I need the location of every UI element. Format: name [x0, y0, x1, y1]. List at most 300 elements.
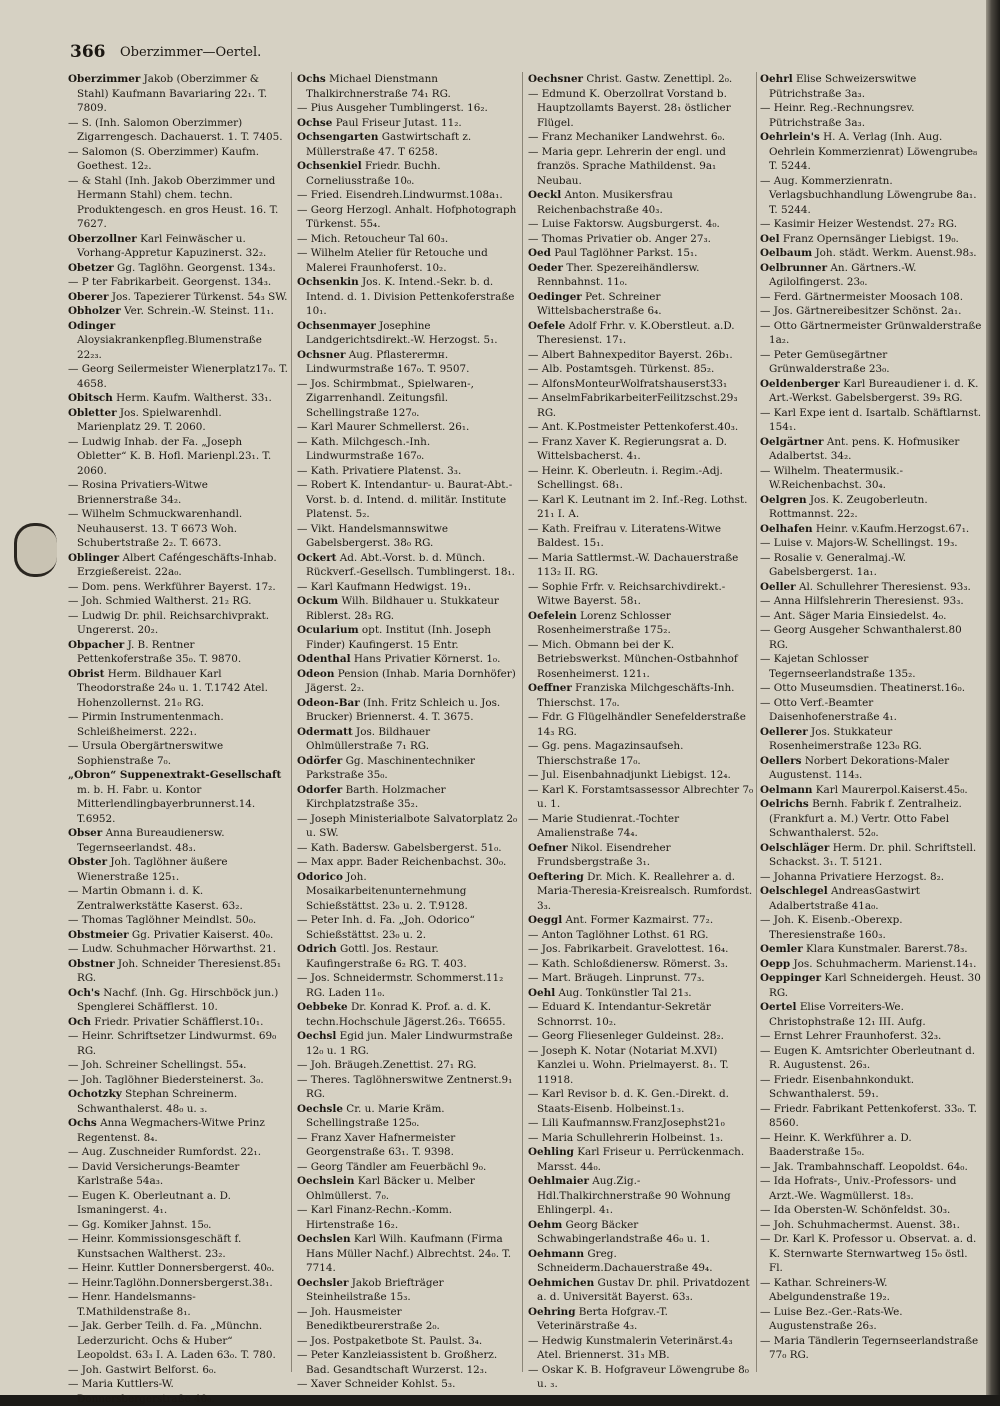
directory-entry	[68, 768, 288, 826]
entry-details: — Dr. Karl K. Professor u. Observat. a. d. K. Sternwarte Sternwartweg 15₀ östl. Fl.	[760, 1233, 977, 1274]
directory-entry	[297, 594, 519, 623]
entry-details: H. A. Verlag (Inh. Aug. Oehrlein Kommerzienrat) Löwengrube₈ T. 5244.	[769, 131, 978, 172]
entry-details: — Jak. Trambahnschaff. Leopoldst. 64₀.	[760, 1160, 968, 1173]
directory-entry	[297, 1305, 519, 1334]
directory-entry	[528, 319, 754, 348]
entry-details: — Joh. Gastwirt Belforst. 6₀.	[68, 1363, 217, 1376]
entry-surname: Oechsl	[297, 1030, 337, 1042]
directory-entry	[760, 377, 984, 406]
directory-entry	[297, 420, 519, 435]
entry-surname: „Obron“ Suppenextrakt-Gesellschaft	[68, 769, 282, 781]
directory-entry	[528, 551, 754, 580]
directory-entry	[297, 1232, 519, 1276]
entry-details: — Anton Taglöhner Lothst. 61 RG.	[528, 928, 709, 941]
column-2	[297, 72, 519, 1390]
entry-details: — Karl Finanz-Rechn.-Komm. Hirtenstraße 16₂.	[297, 1204, 453, 1231]
directory-entry	[528, 1218, 754, 1247]
directory-entry	[297, 580, 519, 595]
entry-surname: Oblinger	[68, 551, 120, 564]
entry-details: — Karl Kaufmann Hedwigst. 19₁.	[297, 580, 472, 593]
entry-details: Gottl. Jos. Restaur. Kaufingerstraße 6₂ RG. T. 403.	[306, 943, 467, 970]
entry-details: — Maria Tändlerin Tegernseerlandstraße 77₀ RG.	[760, 1334, 979, 1361]
directory-entry	[760, 1000, 984, 1029]
directory-entry	[297, 522, 519, 551]
directory-entry	[528, 87, 754, 131]
directory-entry	[297, 319, 519, 348]
directory-entry	[68, 1363, 288, 1378]
directory-entry	[760, 942, 984, 957]
entry-details: — Johanna Privatiere Herzogst. 8₂.	[760, 870, 945, 883]
directory-entry	[68, 884, 288, 913]
entry-details: Paul Friseur Jutast. 11₂.	[335, 116, 462, 129]
directory-entry	[760, 1174, 984, 1203]
entry-surname: Oehling	[528, 1146, 574, 1158]
entry-details: — Heinr. Reg.-Rechnungsrev. Pütrichstraße 3a₃.	[760, 102, 915, 129]
entry-details: Jos. Spielwarenhdl. Marienplatz 29. T. 2060.	[77, 406, 222, 433]
entry-surname: Odörfer	[297, 754, 343, 767]
directory-entry	[297, 696, 519, 725]
entry-details: — Otto Museumsdien. Theatinerst.16₀.	[760, 682, 966, 694]
directory-entry	[760, 406, 984, 435]
entry-details: — Ant. K.Postmeister Pettenkoferst.40₃.	[528, 421, 739, 433]
entry-surname: Obpacher	[68, 638, 125, 651]
entry-surname: Obstmeier	[68, 928, 129, 941]
directory-entry	[68, 261, 288, 276]
directory-entry	[760, 681, 984, 696]
directory-entry	[528, 710, 754, 739]
directory-entry	[68, 638, 288, 667]
entry-details: Jos. Bildhauer Ohlmüllerstraße 7₁ RG.	[306, 725, 431, 752]
entry-surname: Ochse	[297, 116, 333, 129]
entry-details: — Marie Studienrat.-Tochter Amalienstraße 74₄.	[528, 812, 680, 839]
entry-details: Joh. Mosaikarbeitenunternehmung Schießstättst. 23₀ u. 2. T.9128.	[306, 870, 468, 912]
entry-details: Aloysiakrankenpfleg.Blumenstraße 22₂₃.	[77, 334, 262, 361]
entry-surname: Oehm	[528, 1218, 563, 1231]
directory-entry	[528, 957, 754, 972]
entry-surname: Oehlmaier	[528, 1175, 589, 1187]
directory-entry	[297, 1334, 519, 1349]
entry-details: — Mart. Bräugeh. Linprunst. 77₃.	[528, 972, 705, 984]
entry-details: Nikol. Eisendreher Frundsbergstraße 3₁.	[537, 841, 671, 868]
entry-surname: Odorico	[297, 870, 343, 883]
directory-entry	[297, 725, 519, 754]
entry-details: — Wilhelm. Theatermusik.-W.Reichenbachst. 30₄.	[760, 464, 904, 491]
entry-details: — Kath. Schloßdienersw. Römerst. 3₃.	[528, 957, 729, 970]
entry-details: Karl Friseur u. Perrückenmach. Marsst. 44₀.	[537, 1146, 745, 1173]
directory-entry	[760, 913, 984, 942]
entry-surname: Oefelein	[528, 609, 577, 622]
directory-entry	[297, 188, 519, 203]
column-divider	[522, 72, 523, 1372]
column-3	[528, 72, 754, 1390]
directory-entry	[528, 1276, 754, 1305]
entry-details: — David Versicherungs-Beamter Karlstraße 54a₃.	[68, 1160, 240, 1187]
entry-surname: Oellerer	[760, 725, 808, 738]
entry-details: Aug.Zig.-Hdl.Thalkirchnerstraße 90 Wohnung Ehlingerpl. 4₁.	[537, 1175, 731, 1216]
entry-details: — Joh. K. Eisenb.-Oberexp. Theresienstraße 160₃.	[760, 914, 903, 941]
directory-entry	[528, 1029, 754, 1044]
entry-details: Gastwirtschaft z. Müllerstraße 47. T 6258.	[306, 131, 472, 158]
entry-surname: Oelbrunner	[760, 261, 828, 274]
directory-entry	[297, 101, 519, 116]
entry-details: — Lili Kaufmannsw.FranzJosephst21₀	[528, 1117, 725, 1129]
entry-details: Cr. u. Marie Kräm. Schellingstraße 125₀.	[306, 1102, 445, 1129]
entry-details: — S. (Inh. Salomon Oberzimmer) Zigarrengesch. Dachauerst. 1. T. 7405.	[68, 116, 283, 143]
entry-details: — Franz Xaver K. Regierungsrat a. D. Wittelsbacherst. 4₁.	[528, 435, 727, 462]
entry-surname: Ockert	[297, 551, 337, 564]
entry-surname: Oelmann	[760, 783, 813, 796]
entry-surname: Och	[68, 1015, 91, 1028]
entry-details: m. b. H. Fabr. u. Kontor Mitterlendlingbayerbrunnerst.14. T.6952.	[77, 783, 256, 825]
directory-entry	[68, 116, 288, 145]
entry-surname: Ochsenkin	[297, 276, 359, 288]
directory-entry	[68, 739, 288, 768]
directory-entry	[297, 942, 519, 971]
directory-entry	[528, 768, 754, 783]
entry-details: — Heinr. K. Werkführer a. D. Baaderstraße 15₀.	[760, 1131, 912, 1158]
entry-details: — Karl Expe ient d. Isartalb. Schäftlarnst. 154₁.	[760, 406, 982, 433]
directory-entry	[68, 319, 288, 363]
entry-details: — Kath. Freifrau v. Literatens-Witwe Baldest. 15₁.	[528, 522, 722, 549]
entry-details: Elise Schweizerswitwe Pütrichstraße 3a₃.	[769, 73, 917, 100]
entry-details: — Jos. Fabrikarbeit. Gravelottest. 16₄.	[528, 943, 729, 955]
entry-surname: Oberzimmer	[68, 73, 141, 85]
entry-details: Jos. K. Zeugoberleutn. Rottmannst. 22₂.	[769, 493, 928, 520]
entry-details: Pension (Inhab. Maria Dornhöfer) Jägerst. 2₂.	[306, 667, 516, 694]
directory-entry	[760, 797, 984, 841]
entry-details: Jos. K. Intend.-Sekr. b. d. Intend. d. 1. Division Pettenkoferstraße 10₁.	[306, 276, 515, 317]
entry-details: — Mich. Retoucheur Tal 60₃.	[297, 232, 449, 245]
directory-entry	[760, 1131, 984, 1160]
entry-details: Ant. pens. K. Hofmusiker Adalbertst. 34₂.	[769, 435, 960, 462]
entry-details: Michael Dienstmann Thalkirchnerstraße 74₁ RG.	[306, 73, 451, 100]
entry-details: — Maria Sattlermst.-W. Dachauerstraße 113₂ II. RG.	[528, 551, 739, 578]
directory-entry	[297, 551, 519, 580]
entry-details: — Pirmin Instrumentenmach. Schleißheimerst. 222₁.	[68, 711, 224, 738]
directory-entry	[68, 1290, 288, 1319]
entry-details: — Henr. Handelsmanns-T.Mathildenstraße 8₁.	[68, 1291, 196, 1318]
directory-entry	[528, 435, 754, 464]
directory-entry	[297, 1160, 519, 1175]
directory-entry	[760, 1073, 984, 1102]
directory-entry	[528, 928, 754, 943]
entry-details: AndreasGastwirt Adalbertstraße 41a₀.	[769, 885, 920, 912]
directory-entry	[68, 855, 288, 884]
entry-details: — Karl K. Leutnant im 2. Inf.-Reg. Lothst. 21₁ I. A.	[528, 493, 748, 520]
entry-details: — Maria Schullehrerin Holbeinst. 1₃.	[528, 1131, 724, 1144]
directory-entry	[760, 957, 984, 972]
entry-surname: Odenthal	[297, 653, 351, 665]
directory-entry	[297, 1348, 519, 1377]
entry-details: — Eugen K. Oberleutnant a. D. Ismaningerst. 4₁.	[68, 1189, 231, 1216]
directory-entry	[297, 1174, 519, 1203]
directory-entry	[528, 362, 754, 377]
directory-entry	[297, 478, 519, 522]
entry-details: Friedr. Privatier Schäfflerst.10₁.	[94, 1015, 264, 1028]
entry-surname: Oehmichen	[528, 1276, 595, 1289]
directory-entry	[68, 1015, 288, 1030]
directory-entry	[760, 1276, 984, 1305]
directory-entry	[68, 609, 288, 638]
entry-details: Pet. Schreiner Wittelsbacherstraße 6₄.	[537, 290, 662, 317]
directory-entry	[68, 1218, 288, 1233]
directory-entry	[528, 1334, 754, 1363]
entry-details: — Heinr. Kommissionsgeschäft f. Kunstsachen Waltherst. 23₂.	[68, 1233, 242, 1260]
directory-entry	[297, 1203, 519, 1232]
entry-details: — Anna Hilfslehrerin Theresienst. 93₃.	[760, 595, 964, 607]
entry-surname: Obholzer	[68, 305, 121, 317]
directory-entry	[528, 913, 754, 928]
entry-details: J. B. Rentner Pettenkoferstraße 35₀. T. 9870.	[77, 638, 242, 665]
directory-entry	[297, 377, 519, 421]
entry-details: Franz Opernsänger Liebigst. 19₀.	[782, 232, 959, 245]
column-divider	[291, 72, 292, 1372]
directory-entry	[68, 551, 288, 580]
directory-entry	[528, 72, 754, 87]
entry-details: Heinr. v.Kaufm.Herzogst.67₁.	[815, 522, 970, 535]
entry-details: — Jos. Postpaketbote St. Paulst. 3₄.	[297, 1334, 483, 1347]
directory-entry	[760, 1305, 984, 1334]
directory-entry	[528, 609, 754, 638]
directory-entry	[760, 1029, 984, 1044]
entry-surname: Oelhafen	[760, 522, 813, 535]
entry-surname: Oberzollner	[68, 232, 137, 245]
entry-surname: Oelgren	[760, 493, 807, 506]
entry-details: — Kath. Privatiere Platenst. 3₃.	[297, 464, 462, 477]
entry-details: — Joh. Schuhmachermst. Auenst. 38₁.	[760, 1218, 960, 1231]
entry-surname: Oel	[760, 232, 780, 245]
directory-entry	[68, 986, 288, 1015]
entry-details: — Ida Hofrats-, Univ.-Professors- und Arzt.-We. Wagmüllerst. 18₃.	[760, 1175, 957, 1202]
entry-surname: Oelschläger	[760, 841, 830, 854]
entry-details: Herm. Dr. phil. Schriftstell. Schackst. 3₁. T. 5121.	[769, 841, 977, 868]
directory-entry	[760, 551, 984, 580]
entry-surname: Ockum	[297, 595, 339, 607]
directory-entry	[760, 304, 984, 319]
entry-details: Bernh. Fabrik f. Zentralheiz. (Frankfurt a. M.) Vertr. Otto Fabel Schwanthalerst. 52₀.	[769, 798, 962, 839]
directory-entry	[760, 1218, 984, 1233]
entry-details: Gg. Maschinentechniker Parkstraße 35₀.	[306, 754, 475, 781]
directory-entry	[528, 681, 754, 710]
entry-details: Lorenz Schlosser Rosenheimerstraße 175₂.	[537, 609, 671, 636]
entry-surname: Ochsenkiel	[297, 160, 362, 172]
directory-entry	[68, 667, 288, 711]
entry-details: Karl Bureaudiener i. d. K. Art.-Werkst. Gabelsbergerst. 39₃ RG.	[769, 377, 979, 404]
entry-details: — Fdr. G Flügelhändler Senefelderstraße 14₃ RG.	[528, 711, 746, 738]
entry-details: — Georg Seilermeister Wienerplatz17₀. T. 4658.	[68, 363, 288, 390]
binder-clip	[14, 523, 57, 577]
entry-surname: Oechsle	[297, 1102, 343, 1115]
directory-entry	[760, 1044, 984, 1073]
entry-surname: Oeppinger	[760, 972, 822, 984]
entry-details: — Ludw. Schuhmacher Hörwarthst. 21.	[68, 943, 277, 955]
entry-details: — Kasimir Heizer Westendst. 27₂ RG.	[760, 218, 958, 230]
entry-surname: Odinger	[68, 319, 116, 332]
entry-surname: Oed	[528, 247, 551, 259]
entry-details: Nachf. (Inh. Gg. Hirschböck jun.) Spenglerei Schäfflerst. 10.	[77, 986, 279, 1013]
directory-entry	[528, 1174, 754, 1218]
entry-details: Herm. Kaufm. Waltherst. 33₁.	[116, 392, 272, 404]
entry-details: — Ferd. Gärtnermeister Moosach 108.	[760, 290, 964, 303]
entry-details: — Jos. Schneidermstr. Schommerst.11₂ RG. Laden 11₀.	[297, 972, 504, 999]
entry-details: — Mich. Obmann bei der K. Betriebswerkst. München-Ostbahnhof Rosenheimerst. 121₁.	[528, 638, 738, 680]
entry-details: — Hedwig Kunstmalerin Veterinärst.4₃ Atel. Briennerst. 31₃ MB.	[528, 1334, 733, 1361]
entry-details: Jos. Tapezierer Türkenst. 54₃ SW.	[111, 290, 288, 303]
entry-details: — Luise v. Majors-W. Schellingst. 19₃.	[760, 537, 958, 549]
entry-surname: Oemler	[760, 943, 803, 955]
entry-details: opt. Institut (Inh. Joseph Finder) Kaufingerst. 15 Entr.	[306, 624, 491, 651]
directory-entry	[68, 406, 288, 435]
entry-details: — Pius Ausgeher Tumblingerst. 16₂.	[297, 102, 488, 114]
entry-details: — Oskar K. B. Hofgraveur Löwengrube 8₀ u. ₃.	[528, 1363, 749, 1390]
directory-entry	[68, 913, 288, 928]
entry-details: Joh. städt. Werkm. Auenst.98₃.	[815, 247, 977, 259]
entry-surname: Oeffner	[528, 682, 572, 694]
entry-surname: Oelschlegel	[760, 885, 828, 897]
directory-entry	[297, 1000, 519, 1029]
entry-details: Joh. Taglöhner äußere Wienerstraße 125₁.	[77, 856, 228, 883]
directory-entry	[68, 174, 288, 232]
entry-surname: Oefele	[528, 319, 566, 332]
directory-entry	[68, 362, 288, 391]
entry-surname: Ocularium	[297, 624, 359, 636]
directory-entry	[528, 1145, 754, 1174]
directory-entry	[68, 1160, 288, 1189]
page-edge	[986, 0, 1000, 1395]
directory-entry	[760, 971, 984, 1000]
entry-details: Gg. Privatier Kaiserst. 40₀.	[131, 928, 274, 941]
entry-details: — Ludwig Dr. phil. Reichsarchivprakt. Ungererst. 20₂.	[68, 609, 270, 636]
directory-entry	[760, 101, 984, 130]
directory-entry	[68, 1073, 288, 1088]
directory-entry	[68, 1058, 288, 1073]
entry-surname: Oefner	[528, 841, 568, 854]
directory-entry	[68, 1189, 288, 1218]
entry-details: Franziska Milchgeschäfts-Inh. Thierschst. 17₀.	[537, 682, 735, 709]
directory-entry	[68, 942, 288, 957]
running-head: Oberzimmer—Oertel.	[120, 45, 262, 60]
directory-entry	[760, 841, 984, 870]
entry-surname: Ochs	[68, 1117, 97, 1129]
entry-details: — Wilhelm Schmuckwarenhandl. Neuhauserst. 13. T 6673 Woh. Schubertstraße 2₂. T. 6673.	[68, 508, 243, 549]
directory-entry	[297, 855, 519, 870]
directory-entry	[528, 739, 754, 768]
entry-details: Dr. Mich. K. Reallehrer a. d. Maria-Theresia-Kreisrealsch. Rumfordst. 3₃.	[537, 870, 753, 912]
entry-details: — Peter Gemüsegärtner Grünwalderstraße 23₀.	[760, 348, 890, 375]
entry-surname: Oeggl	[528, 914, 563, 926]
directory-entry	[68, 1276, 288, 1291]
directory-entry	[68, 1116, 288, 1145]
entry-surname: Obster	[68, 856, 108, 868]
entry-details: Norbert Dekorations-Maler Augustenst. 114₃.	[769, 754, 950, 781]
column-4	[760, 72, 984, 1372]
directory-entry	[297, 754, 519, 783]
entry-surname: Obitsch	[68, 392, 113, 404]
directory-entry	[297, 130, 519, 159]
directory-entry	[297, 232, 519, 247]
entry-details: — Karl Maurer Schmellerst. 26₁.	[297, 421, 470, 433]
entry-surname: Oehrlein's	[760, 131, 820, 143]
directory-entry	[528, 377, 754, 392]
directory-entry	[297, 971, 519, 1000]
entry-details: Al. Schullehrer Theresienst. 93₃.	[798, 580, 971, 593]
entry-surname: Ochsenmayer	[297, 319, 376, 332]
directory-entry	[760, 130, 984, 174]
entry-details: — Aug. Kommerzienratn. Verlagsbuchhandlung Löwengrube 8a₁. T. 5244.	[760, 174, 977, 216]
directory-entry	[297, 783, 519, 812]
directory-entry	[297, 348, 519, 377]
directory-entry	[528, 1087, 754, 1116]
entry-details: Anna Wegmachers-Witwe Prinz Regentenst. 8₄.	[77, 1117, 265, 1144]
entry-details: — Max appr. Bader Reichenbachst. 30₀.	[297, 856, 507, 868]
directory-entry	[760, 217, 984, 232]
directory-entry	[528, 188, 754, 217]
entry-details: — Rosalie v. Generalmaj.-W. Gabelsbergerst. 1a₁.	[760, 551, 907, 578]
directory-entry	[760, 1203, 984, 1218]
entry-details: — Joseph Ministerialbote Salvatorplatz 2₀ u. SW.	[297, 812, 518, 839]
entry-surname: Oeftering	[528, 870, 584, 883]
entry-surname: Oehring	[528, 1305, 576, 1318]
directory-entry	[760, 536, 984, 551]
entry-details: — Ursula Obergärtnerswitwe Sophienstraße 7₀.	[68, 740, 224, 767]
entry-surname: Obrist	[68, 667, 105, 680]
entry-details: — Peter Inh. d. Fa. „Joh. Odorico“ Schießstättst. 23₀ u. 2.	[297, 914, 475, 941]
directory-entry	[297, 652, 519, 667]
directory-entry	[760, 319, 984, 348]
directory-entry	[68, 275, 288, 290]
entry-details: Friedr. Buchh. Corneliusstraße 10₀.	[306, 160, 441, 187]
entry-details: Wilh. Bildhauer u. Stukkateur Riblerst. 28₃ RG.	[306, 595, 499, 622]
directory-entry	[68, 710, 288, 739]
directory-entry	[68, 580, 288, 595]
entry-details: — Rosina Privatiers-Witwe Briennerstraße 34₂.	[68, 479, 208, 506]
entry-details: Karl Schneidergeh. Heust. 30 RG.	[769, 972, 981, 999]
directory-entry	[528, 841, 754, 870]
entry-details: — Martin Obmann i. d. K. Zentralwerkstätte Kaserst. 63₂.	[68, 885, 243, 912]
entry-details: Jakob (Oberzimmer & Stahl) Kaufmann Bavariaring 22₁. T. 7809.	[77, 73, 268, 114]
entry-details: Gg. Taglöhn. Georgenst. 134₃.	[117, 261, 276, 274]
entry-details: — Eugen K. Amtsrichter Oberleutnant d. R. Augustenst. 26₃.	[760, 1044, 976, 1071]
directory-entry	[760, 522, 984, 537]
entry-details: — Albert Bahnexpeditor Bayerst. 26b₁.	[528, 348, 733, 361]
entry-details: Herm. Bildhauer Karl Theodorstraße 24₀ u. 1. T.1742 Atel. Hohenzollernst. 21₀ RG.	[77, 667, 268, 709]
entry-details: — Ant. Säger Maria Einsiedelst. 4₀.	[760, 609, 947, 622]
entry-details: — Karl Revisor b. d. K. Gen.-Direkt. d. Staats-Eisenb. Holbeinst.1₃.	[528, 1088, 729, 1115]
directory-entry	[760, 348, 984, 377]
directory-entry	[297, 116, 519, 131]
entry-surname: Odrich	[297, 943, 337, 955]
column-1	[68, 72, 288, 1405]
directory-entry	[528, 217, 754, 232]
directory-entry	[528, 493, 754, 522]
directory-entry	[68, 928, 288, 943]
directory-entry	[528, 1131, 754, 1146]
entry-details: — Kath. Badersw. Gabelsbergerst. 51₀.	[297, 841, 502, 854]
entry-surname: Obetzer	[68, 261, 114, 274]
entry-surname: Odermatt	[297, 725, 353, 738]
entry-details: Jos. Stukkateur Rosenheimerstraße 123₀ RG.	[769, 725, 922, 752]
entry-details: — Ernst Lehrer Fraunhoferst. 32₃.	[760, 1030, 942, 1042]
entry-details: — Jak. Gerber Teilh. d. Fa. „Münchn. Lederzuricht. Ochs & Huber“ Leopoldst. 63₃ I. A. Laden 63₀. T. 780.	[68, 1320, 276, 1361]
entry-details: — & Stahl (Inh. Jakob Oberzimmer und Hermann Stahl) chem. techn. Produktengesch. en gros Heust. 16. T. 7627.	[68, 174, 279, 230]
entry-surname: Oepp	[760, 957, 791, 970]
entry-surname: Oehrl	[760, 73, 793, 85]
entry-details: Aug. Tonkünstler Tal 21₃.	[558, 986, 692, 999]
directory-entry	[68, 72, 288, 116]
directory-entry	[760, 246, 984, 261]
entry-surname: Oehmann	[528, 1247, 585, 1260]
entry-surname: Oeckl	[528, 189, 562, 201]
